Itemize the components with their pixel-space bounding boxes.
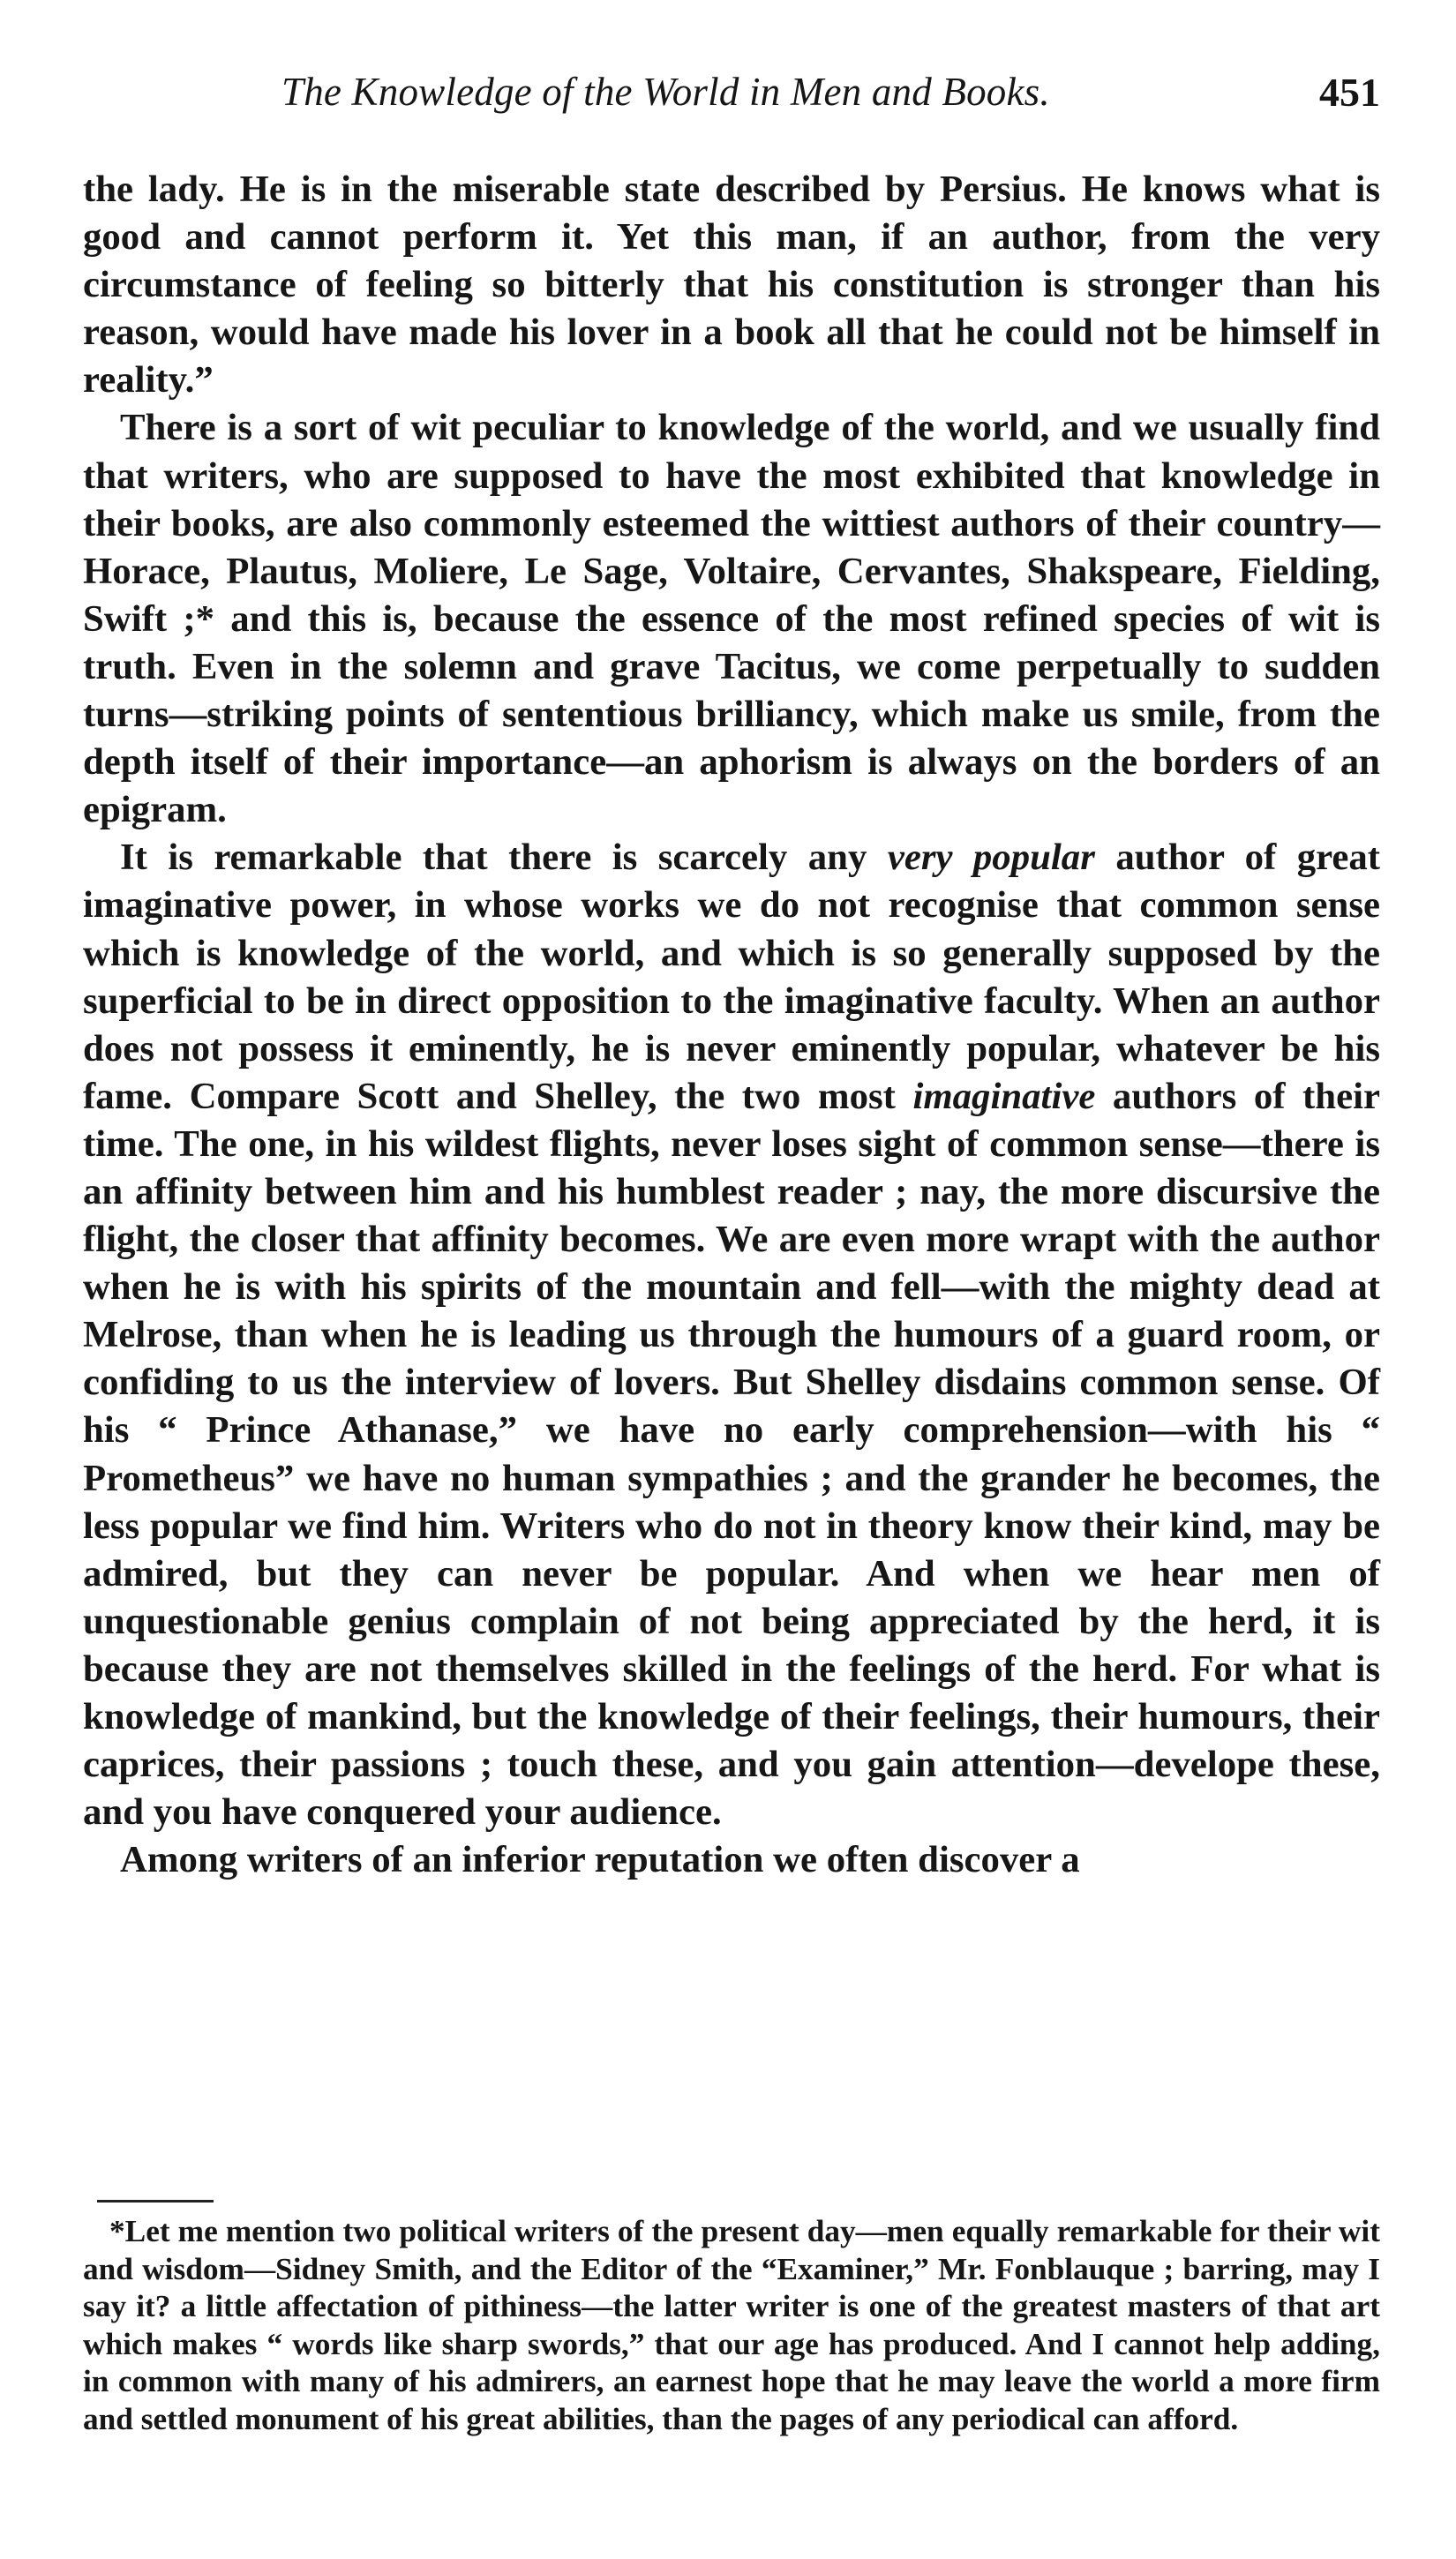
- paragraph-2: There is a sort of wit peculiar to knowledge of the world, and we usually find that writers, who are supposed to have the most exhibited that knowledge in their books, are also commonly esteemed the wittiest authors of their country—Horace, Plautus, Moliere, Le Sage, Voltaire, Cervantes, Shakspeare, Fielding, Swift ;* and this is, because the essence of the most refined species of wit is truth. Even in the solemn and grave Tacitus, we come perpetually to sudden turns—striking points of sententious brilliancy, which make us smile, from the depth itself of their importance—an aphorism is always on the borders of an epigram.: [83, 407, 1380, 831]
- paragraph-3-part-b: author of great imaginative power, in whose works we do not recognise that common sense which is knowledge of the world, and which is so generally supposed by the superficial to be in direct opposition to the imaginative faculty. When an author does not possess it eminently, he is never eminently popular, whatever be his fame. Compare Scott and Shelley, the two most: [83, 837, 1380, 1117]
- paragraph-3-part-c: authors of their time. The one, in his wildest flights, never loses sight of common sense—there is an affinity between him and his humblest reader ; nay, the more discursive the flight, the closer that affinity becomes. We are even more wrapt with the author when he is with his spirits of the mountain and fell—with the mighty dead at Melrose, than when he is leading us through the humours of a guard room, or confiding to us the interview of lovers. But Shelley disdains common sense. Of his “ Prince Athanase,” we have no early comprehension—with his “ Prometheus” we have no human sympathies ; and the grander he becomes, the less popular we find him. Writers who do not in theory know their kind, may be admired, but they can never be popular. And when we hear men of unquestionable genius complain of not being appreciated by the herd, it is because they are not themselves skilled in the feelings of the herd. For what is knowledge of mankind, but the knowledge of their feelings, their humours, their caprices, their passions ; touch these, and you gain attention—develope these, and you have conquered your audience.: [83, 1075, 1380, 1834]
- paragraph-3-part-a: It is remarkable that there is scarcely any: [120, 837, 867, 879]
- paragraph-3-emphasis-popular: very popular: [887, 837, 1095, 879]
- running-title: The Knowledge of the World in Men and Books.: [281, 70, 1050, 114]
- paragraph-3: [83, 834, 1380, 1836]
- paragraph-4: Among writers of an inferior reputation we often discover a: [120, 1839, 1080, 1881]
- footnote: [83, 2213, 1380, 2439]
- body-text: [83, 166, 1380, 1884]
- page-header: [83, 69, 1380, 127]
- page-number: 451: [1319, 70, 1380, 115]
- footnote-rule: [97, 2200, 214, 2203]
- footnote-text: *Let me mention two political writers of the present day—men equally remarkable for their wit and wisdom—Sidney Smith, and the Editor of the “Examiner,” Mr. Fonblauque ; barring, may I say it? a little affectation of pithiness—the latter writer is one of the greatest masters of that art which makes “ words like sharp swords,” that our age has produced. And I cannot help adding, in common with many of his admirers, an earnest hope that he may leave the world a more firm and settled monument of his great abilities, than the pages of any periodical can afford.: [83, 2214, 1380, 2436]
- paragraph-1: the lady. He is in the miserable state described by Persius. He knows what is good and cannot perform it. Yet this man, if an author, from the very circumstance of feeling so bitterly that his constitution is stronger than his reason, would have made his lover in a book all that he could not be himself in reality.”: [83, 169, 1380, 401]
- paragraph-3-emphasis-imaginative: imaginative: [912, 1075, 1096, 1117]
